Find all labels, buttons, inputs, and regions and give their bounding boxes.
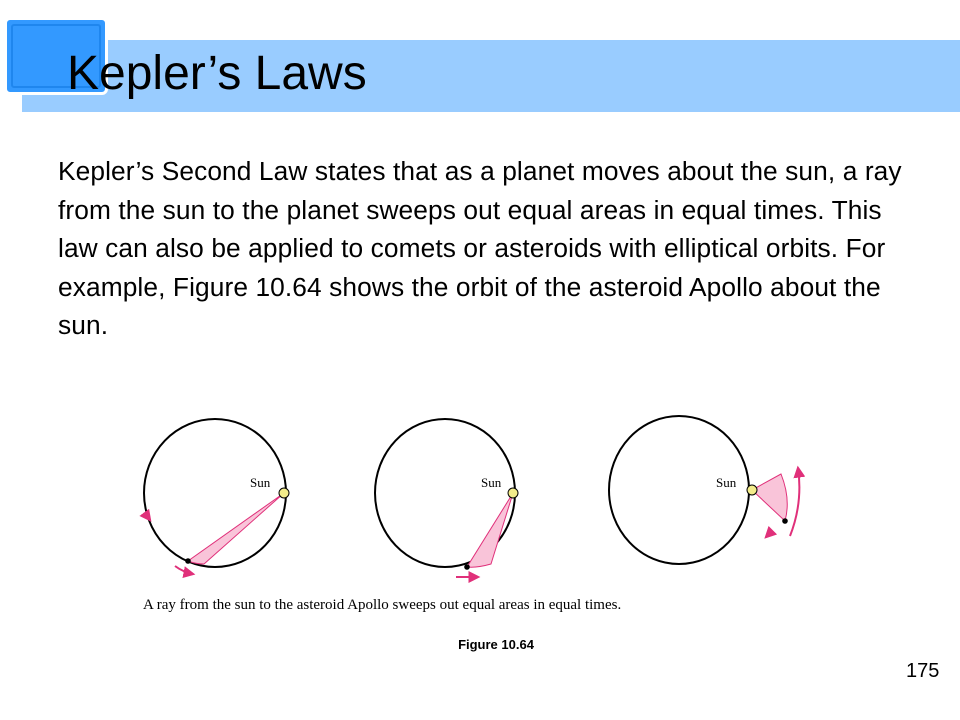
sun-icon: [279, 488, 289, 498]
sun-icon: [747, 485, 757, 495]
asteroid-dot: [185, 558, 191, 564]
motion-arrow: [790, 468, 799, 536]
orbit-panel-3: [609, 416, 799, 564]
orbit-direction-arrow: [766, 532, 771, 537]
figure-label: Figure 10.64: [458, 637, 534, 652]
slide-body-text: Kepler’s Second Law states that as a planet moves about the sun, a ray from the sun to the planet sweeps out equal areas in equal times. This law can also be applied to comets or asteroids with elliptical orbits. For example, Figure 10.64 shows the orbit of the asteroid Apollo about the sun.: [58, 156, 902, 340]
sun-label: Sun: [716, 475, 737, 490]
slide-title: Kepler’s Laws: [67, 47, 367, 100]
orbit-panel-2: [375, 419, 518, 577]
motion-arrow: [175, 566, 193, 574]
orbit-ellipse: [609, 416, 749, 564]
sun-icon: [508, 488, 518, 498]
sun-label: Sun: [250, 475, 271, 490]
swept-area-sector: [188, 493, 284, 564]
orbit-panel-1: [144, 419, 289, 574]
orbit-figure: [130, 408, 840, 628]
asteroid-dot: [782, 518, 788, 524]
page-number: 175: [906, 660, 940, 682]
figure-caption: A ray from the sun to the asteroid Apollo sweeps out equal areas in equal times.: [143, 597, 622, 613]
asteroid-dot: [464, 564, 470, 570]
swept-area-sector: [752, 474, 787, 521]
sun-label: Sun: [481, 475, 502, 490]
